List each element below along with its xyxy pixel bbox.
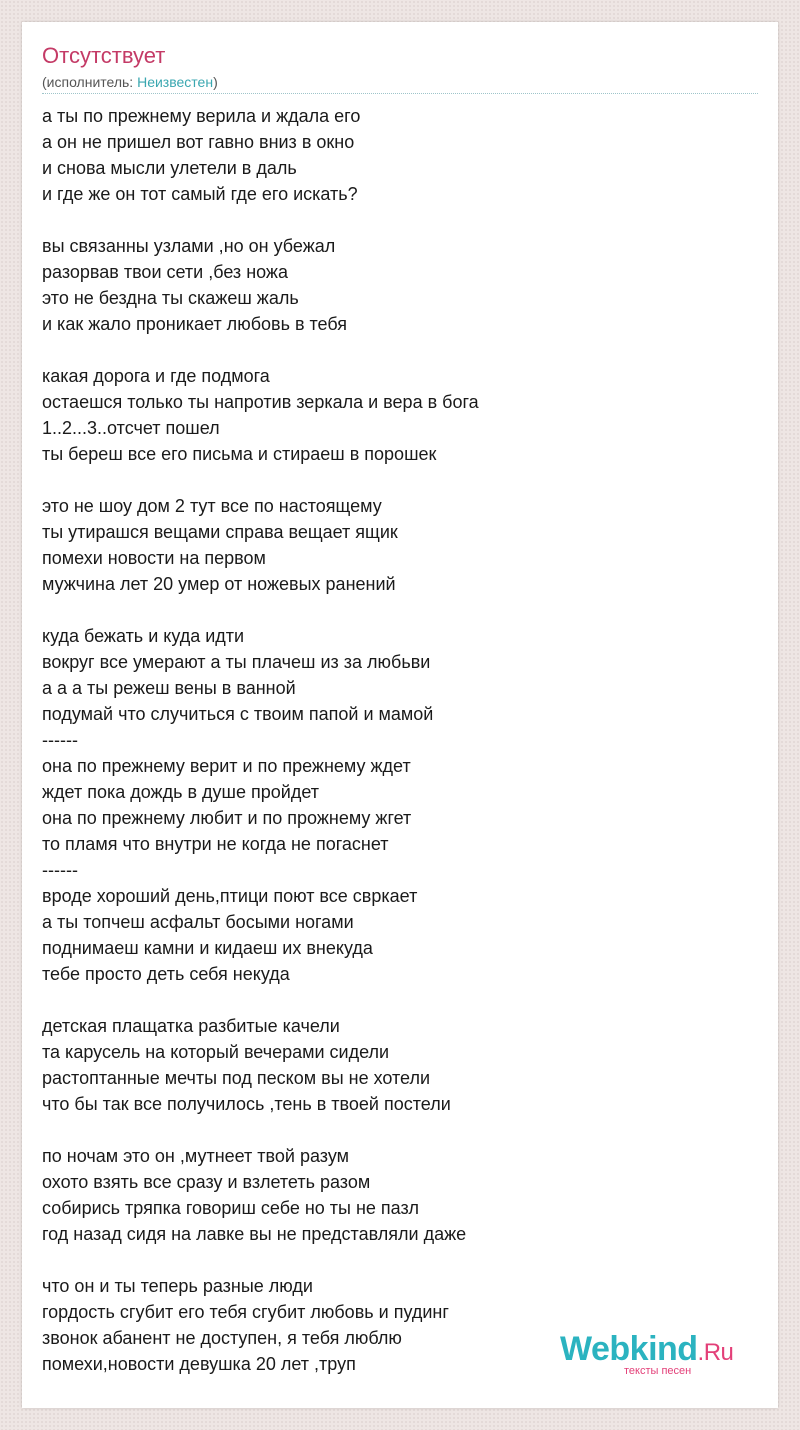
lyric-line: поднимаеш камни и кидаеш их внекуда (42, 938, 373, 958)
lyric-line: год назад сидя на лавке вы не представляли даже (42, 1224, 467, 1244)
lyric-line: мужчина лет 20 умер от ножевых ранений (42, 574, 396, 594)
lyric-line: разорвав твои сети ,без ножа (42, 262, 288, 282)
lyric-line: ------ (42, 860, 78, 880)
lyric-line: то пламя что внутри не когда не погаснет (42, 834, 389, 854)
lyric-line: детская плащатка разбитые качели (42, 1016, 340, 1036)
lyric-line: охото взять все сразу и взлететь разом (42, 1172, 371, 1192)
lyric-line: по ночам это он ,мутнеет твой разум (42, 1146, 350, 1166)
lyric-line: ты утирашся вещами справа вещает ящик (42, 522, 398, 542)
lyric-line: а ты по прежнему верила и ждала его (42, 106, 361, 126)
lyric-line: а ты топчеш асфальт босыми ногами (42, 912, 354, 932)
stanza-break (42, 1117, 758, 1143)
lyric-line: и как жало проникает любовь в тебя (42, 314, 348, 334)
lyric-line: остаешся только ты напротив зеркала и вера в бога (42, 392, 479, 412)
lyric-line: это не бездна ты скажеш жаль (42, 288, 299, 308)
header-divider (42, 93, 758, 94)
lyric-line: та карусель на который вечерами сидели (42, 1042, 390, 1062)
lyric-line: 1..2...3..отсчет пошел (42, 418, 220, 438)
lyrics-text (42, 103, 758, 1377)
artist-prefix: (исполнитель: (42, 74, 138, 90)
lyric-line: она по прежнему верит и по прежнему ждет (42, 756, 411, 776)
lyric-line: звонок абанент не доступен, я тебя люблю (42, 1328, 402, 1348)
stanza-break (42, 1247, 758, 1273)
lyrics-card (22, 22, 778, 1408)
lyric-line: гордость сгубит его тебя сгубит любовь и пудинг (42, 1302, 449, 1322)
stanza-break (42, 337, 758, 363)
lyric-line: она по прежнему любит и по прожнему жгет (42, 808, 412, 828)
lyric-line: ждет пока дождь в душе пройдет (42, 782, 319, 802)
lyric-line: помехи новости на первом (42, 548, 266, 568)
stanza-break (42, 597, 758, 623)
lyric-line: вы связанны узлами ,но он убежал (42, 236, 336, 256)
lyric-line: помехи,новости девушка 20 лет ,труп (42, 1354, 356, 1374)
lyric-line: вроде хороший день,птици поют все свркает (42, 886, 418, 906)
lyric-line: что он и ты теперь разные люди (42, 1276, 313, 1296)
stanza-break (42, 987, 758, 1013)
lyric-line: какая дорога и где подмога (42, 366, 270, 386)
lyric-line: растоптанные мечты под песком вы не хотели (42, 1068, 431, 1088)
artist-byline (42, 73, 218, 91)
artist-suffix: ) (213, 74, 218, 90)
lyric-line: это не шоу дом 2 тут все по настоящему (42, 496, 382, 516)
webkind-logo[interactable] (560, 1330, 760, 1390)
logo-name: Webkind (560, 1330, 698, 1368)
stanza-break (42, 207, 758, 233)
lyric-line: собирись тряпка говориш себе но ты не пазл (42, 1198, 420, 1218)
lyric-line: а а а ты режеш вены в ванной (42, 678, 296, 698)
logo-tld: .Ru (697, 1339, 734, 1366)
lyric-line: и снова мысли улетели в даль (42, 158, 297, 178)
lyric-line: что бы так все получилось ,тень в твоей постели (42, 1094, 451, 1114)
lyric-line: подумай что случиться с твоим папой и мамой (42, 704, 434, 724)
lyric-line: тебе просто деть себя некуда (42, 964, 290, 984)
lyric-line: ------ (42, 730, 78, 750)
lyric-line: и где же он тот самый где его искать? (42, 184, 358, 204)
artist-link[interactable]: Неизвестен (137, 74, 214, 90)
lyric-line: ты береш все его письма и стираеш в порошек (42, 444, 437, 464)
song-title: Отсутствует (42, 43, 166, 68)
lyric-line: вокруг все умерают а ты плачеш из за любьви (42, 652, 431, 672)
stanza-break (42, 467, 758, 493)
lyric-line: а он не пришел вот гавно вниз в окно (42, 132, 355, 152)
lyric-line: куда бежать и куда идти (42, 626, 245, 646)
logo-tagline: тексты песен (624, 1365, 692, 1377)
